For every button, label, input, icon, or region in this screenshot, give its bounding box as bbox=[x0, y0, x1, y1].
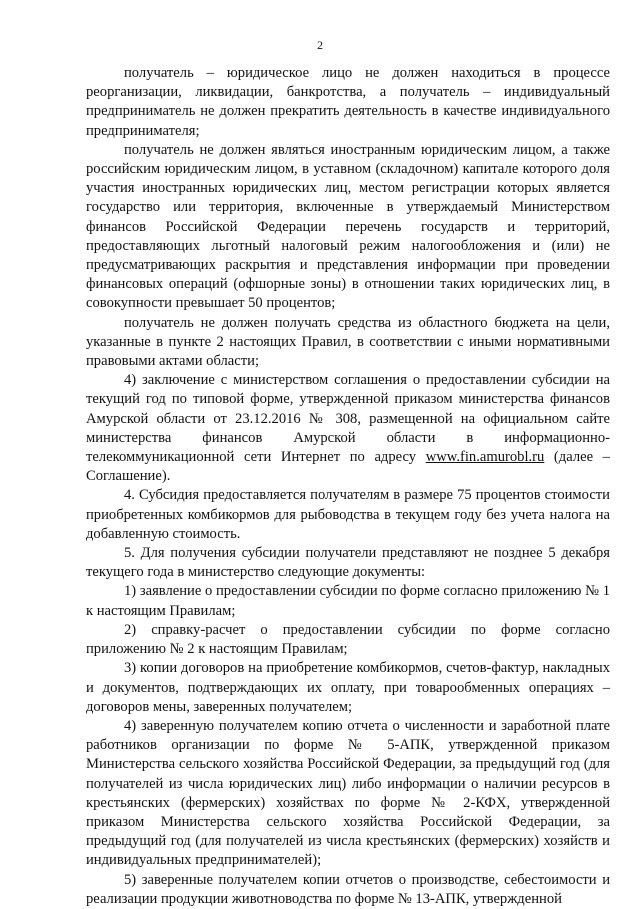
agreement-text: 4) заключение с министерством соглашения о предоставлении субсидии на текущий год по типовой форме, утвержденной приказом министерства финансов Амурской области от 23.12.2016 № 308, размещенной на официальном сайте министерства финансов Амурской области в информационно-телекоммуникационной сети Интернет по адресу bbox=[86, 372, 610, 466]
paragraph-not-in-reorganization: получатель – юридическое лицо не должен находиться в процессе реорганизации, ликвидации, банкротства, а получатель – индивидуальный предприниматель не должен прекратить деятельность в качестве индивидуального предпринимателя; bbox=[86, 65, 610, 139]
list-item-contracts: 3) копии договоров на приобретение комбикормов, счетов-фактур, накладных и документов, подтверждающих их оплату, при товарообменных операциях – договоров мены, заверенных получателем; bbox=[86, 660, 610, 715]
list-item-production-report: 5) заверенные получателем копии отчетов о производстве, себестоимости и реализации продукции животноводства по форме № 13-АПК, утвержденной bbox=[86, 871, 610, 907]
paragraph-not-foreign-entity: получатель не должен являться иностранным юридическим лицом, а также российским юридическим лицом, в уставном (складочном) капитале которого доля участия иностранных юридических лиц, местом регистрации которых является государство или территория, включенные в утверждаемый Министерством финансов Российской Федерации перечень государств и территорий, предоставляющих льготный налоговый режим налогообложения и (или) не предусматривающих раскрытия и представления информации при проведении финансовых операций (офшорные зоны) в отношении таких юридических лиц, в совокупности превышает 50 процентов; bbox=[86, 141, 610, 312]
agreement-text-end: (далее – Соглашение). bbox=[86, 449, 610, 485]
paragraph-documents-deadline: 5. Для получения субсидии получатели представляют не позднее 5 декабря текущего года в министерство следующие документы: bbox=[86, 545, 610, 581]
paragraph-subsidy-amount: 4. Субсидия предоставляется получателям в размере 75 процентов стоимости приобретенных комбикормов для рыбоводства в текущем году без учета налога на добавленную стоимость. bbox=[86, 487, 610, 542]
document-body bbox=[86, 64, 610, 909]
list-item-application: 1) заявление о предоставлении субсидии по форме согласно приложению № 1 к настоящим Правилам; bbox=[86, 583, 610, 619]
page-number: 2 bbox=[317, 38, 323, 52]
ministry-website-link[interactable]: www.fin.amurobl.ru bbox=[425, 449, 545, 466]
paragraph-no-other-budget-funds: получатель не должен получать средства из областного бюджета на цели, указанные в пункте 2 настоящих Правил, в соответствии с иными нормативными правовыми актами области; bbox=[86, 314, 610, 370]
list-item-employment-report: 4) заверенную получателем копию отчета о численности и заработной плате работников организации по форме № 5-АПК, утвержденной приказом Министерства сельского хозяйства Российской Федерации, за предыдущий год (для получателей из числа юридических лиц) либо информации о наличии ресурсов в крестьянских (фермерских) хозяйствах по форме № 2-КФХ, утвержденной приказом Министерства сельского хозяйства Российской Федерации, за предыдущий год (для получателей из числа крестьянских (фермерских) хозяйств и индивидуальных предпринимателей); bbox=[86, 717, 610, 869]
paragraph-agreement bbox=[86, 371, 610, 486]
list-item-calculation: 2) справку-расчет о предоставлении субсидии по форме согласно приложению № 2 к настоящим Правилам; bbox=[86, 621, 610, 658]
